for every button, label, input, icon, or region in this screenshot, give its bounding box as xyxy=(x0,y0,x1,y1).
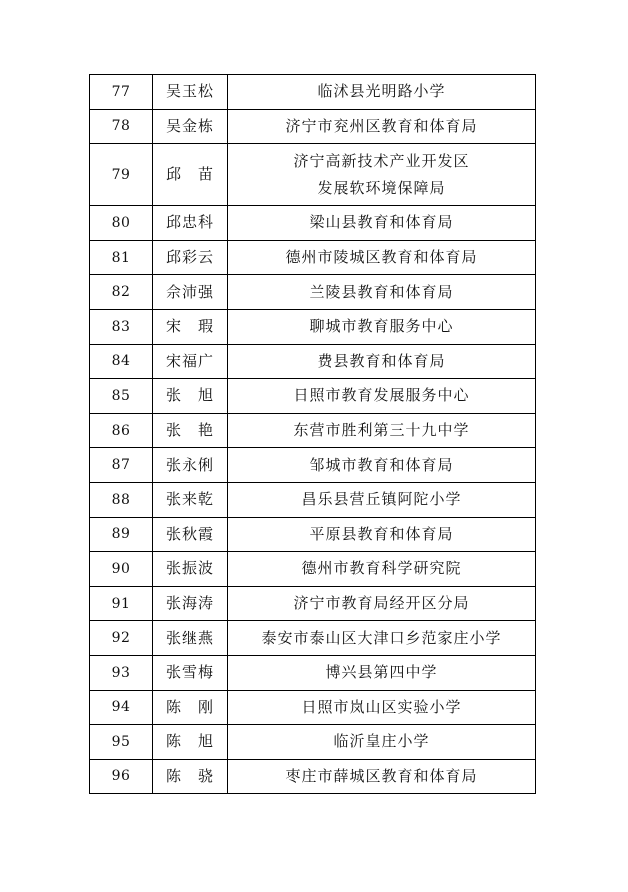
table-row xyxy=(90,75,536,110)
table-row xyxy=(90,309,536,344)
person-name: 张海涛 xyxy=(153,586,228,621)
row-number: 80 xyxy=(90,206,153,241)
table-row xyxy=(90,586,536,621)
organization xyxy=(228,552,536,587)
row-number: 88 xyxy=(90,482,153,517)
person-name: 吴玉松 xyxy=(153,75,228,110)
row-number: 96 xyxy=(90,759,153,794)
organization-line: 平原县教育和体育局 xyxy=(309,524,454,543)
person-name: 张永俐 xyxy=(153,448,228,483)
organization xyxy=(228,482,536,517)
table-row xyxy=(90,344,536,379)
organization xyxy=(228,206,536,241)
row-number: 77 xyxy=(90,75,153,110)
person-name: 陈 骁 xyxy=(153,759,228,794)
row-number: 90 xyxy=(90,552,153,587)
person-name: 张 艳 xyxy=(153,413,228,448)
person-name: 宋福广 xyxy=(153,344,228,379)
organization-line: 德州市陵城区教育和体育局 xyxy=(285,248,478,267)
organization xyxy=(228,448,536,483)
table-row xyxy=(90,552,536,587)
person-name: 张来乾 xyxy=(153,482,228,517)
row-number: 95 xyxy=(90,725,153,760)
organization xyxy=(228,109,536,144)
organization-line: 济宁市教育局经开区分局 xyxy=(293,594,470,613)
person-name: 张秋霞 xyxy=(153,517,228,552)
person-name: 陈 刚 xyxy=(153,690,228,725)
organization-line: 临沭县光明路小学 xyxy=(317,82,446,101)
organization xyxy=(228,344,536,379)
organization-line: 济宁市兖州区教育和体育局 xyxy=(285,116,478,135)
organization xyxy=(228,517,536,552)
organization-line: 济宁高新技术产业开发区 xyxy=(293,151,470,170)
person-name: 邱彩云 xyxy=(153,240,228,275)
organization-line: 枣庄市薛城区教育和体育局 xyxy=(285,766,478,785)
row-number: 83 xyxy=(90,309,153,344)
organization-line: 泰安市泰山区大津口乡范家庄小学 xyxy=(261,628,502,647)
organization-line: 兰陵县教育和体育局 xyxy=(309,282,454,301)
person-name: 吴金栋 xyxy=(153,109,228,144)
organization xyxy=(228,690,536,725)
organization xyxy=(228,621,536,656)
organization-line: 聊城市教育服务中心 xyxy=(309,317,454,336)
person-name: 张振波 xyxy=(153,552,228,587)
organization-line: 日照市岚山区实验小学 xyxy=(301,697,462,716)
organization-line: 邹城市教育和体育局 xyxy=(309,455,454,474)
row-number: 89 xyxy=(90,517,153,552)
person-name: 宋 瑕 xyxy=(153,309,228,344)
row-number: 84 xyxy=(90,344,153,379)
row-number: 82 xyxy=(90,275,153,310)
organization xyxy=(228,75,536,110)
organization xyxy=(228,586,536,621)
row-number: 91 xyxy=(90,586,153,621)
table-row xyxy=(90,109,536,144)
organization xyxy=(228,655,536,690)
person-name: 邱 苗 xyxy=(153,144,228,206)
organization xyxy=(228,759,536,794)
person-name: 张 旭 xyxy=(153,379,228,414)
organization-line: 博兴县第四中学 xyxy=(325,663,438,682)
table-row xyxy=(90,144,536,206)
table-row xyxy=(90,206,536,241)
person-name: 陈 旭 xyxy=(153,725,228,760)
row-number: 92 xyxy=(90,621,153,656)
row-number: 86 xyxy=(90,413,153,448)
table-row xyxy=(90,725,536,760)
table-row xyxy=(90,759,536,794)
person-name: 邱忠科 xyxy=(153,206,228,241)
table-row xyxy=(90,482,536,517)
document-page xyxy=(89,74,535,794)
row-number: 81 xyxy=(90,240,153,275)
organization xyxy=(228,144,536,206)
organization-line: 昌乐县营丘镇阿陀小学 xyxy=(301,490,462,509)
table-row xyxy=(90,413,536,448)
organization xyxy=(228,275,536,310)
table-row xyxy=(90,240,536,275)
row-number: 93 xyxy=(90,655,153,690)
organization-line: 东营市胜利第三十九中学 xyxy=(293,421,470,440)
row-number: 79 xyxy=(90,144,153,206)
row-number: 78 xyxy=(90,109,153,144)
table-row xyxy=(90,517,536,552)
table-row xyxy=(90,690,536,725)
organization xyxy=(228,309,536,344)
person-name: 佘沛强 xyxy=(153,275,228,310)
table-row xyxy=(90,275,536,310)
table-row xyxy=(90,379,536,414)
row-number: 87 xyxy=(90,448,153,483)
row-number: 94 xyxy=(90,690,153,725)
table-body xyxy=(90,75,536,794)
organization-line: 德州市教育科学研究院 xyxy=(301,559,462,578)
name-list-table xyxy=(89,74,536,794)
person-name: 张继燕 xyxy=(153,621,228,656)
organization xyxy=(228,413,536,448)
person-name: 张雪梅 xyxy=(153,655,228,690)
organization xyxy=(228,379,536,414)
table-row xyxy=(90,448,536,483)
organization-line: 发展软环境保障局 xyxy=(317,178,446,197)
organization-line: 日照市教育发展服务中心 xyxy=(293,386,470,405)
organization-line: 临沂皇庄小学 xyxy=(333,732,430,751)
table-row xyxy=(90,655,536,690)
row-number: 85 xyxy=(90,379,153,414)
organization xyxy=(228,725,536,760)
organization xyxy=(228,240,536,275)
organization-line: 梁山县教育和体育局 xyxy=(309,213,454,232)
organization-line: 费县教育和体育局 xyxy=(317,351,446,370)
table-row xyxy=(90,621,536,656)
